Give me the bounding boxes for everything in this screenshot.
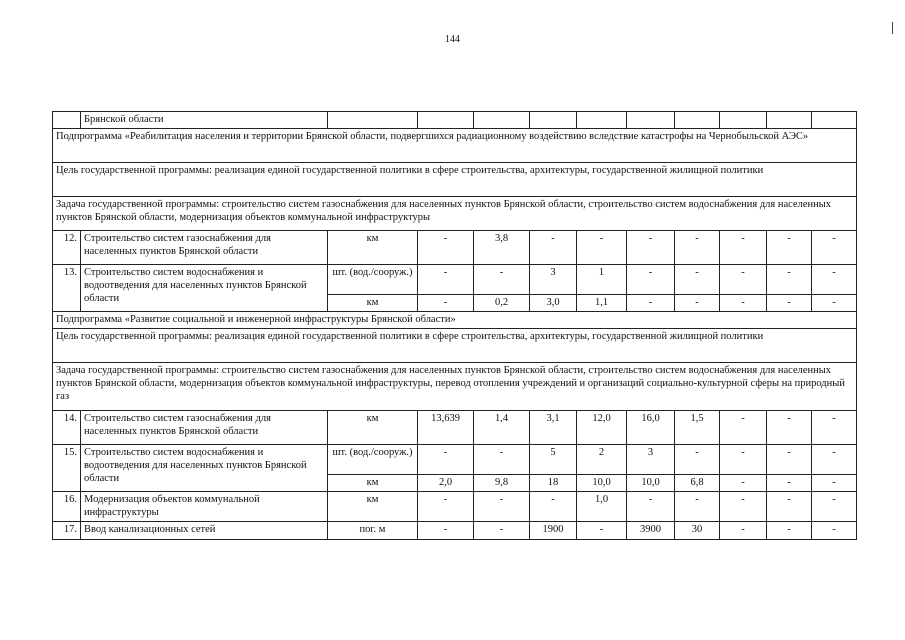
value-cell: -	[627, 231, 675, 265]
value-cell: -	[627, 492, 675, 522]
row-name: Строительство систем газоснабжения для населенных пунктов Брянской области	[81, 231, 328, 265]
row-unit: пог. м	[328, 522, 418, 540]
value-cell: -	[530, 231, 577, 265]
value-cell: 10,0	[627, 475, 675, 492]
task-text: Задача государственной программы: строительство систем газоснабжения для населенных пунктов Брянской области, строительство систем водоснабжения для населенных пунктов Брянской области, модернизация объектов коммунальной инфраструктуры	[53, 197, 857, 231]
value-cell: 16,0	[627, 411, 675, 445]
name-cell: Брянской области	[81, 112, 328, 129]
value-cell: -	[812, 265, 857, 295]
value-cell: -	[812, 231, 857, 265]
subprogram-row	[53, 129, 857, 163]
value-cell: 2	[577, 445, 627, 475]
value-cell: 3,0	[530, 295, 577, 312]
value-cell: -	[812, 295, 857, 312]
goal-text: Цель государственной программы: реализация единой государственной политики в сфере строительства, архитектуры, государственной жилищной политики	[53, 163, 857, 197]
row-name: Строительство систем водоснабжения и водоотведения для населенных пунктов Брянской области	[81, 265, 328, 312]
value-cell: -	[474, 265, 530, 295]
value-cell: 3,8	[474, 231, 530, 265]
table-row-12	[53, 231, 857, 265]
row-number: 14.	[53, 411, 81, 445]
value-cell: -	[767, 411, 812, 445]
value-cell: -	[720, 265, 767, 295]
value-cell: 1	[577, 265, 627, 295]
value-cell: -	[418, 445, 474, 475]
value-cell: -	[812, 445, 857, 475]
task-row	[53, 197, 857, 231]
value-cell: -	[675, 265, 720, 295]
value-cell: -	[530, 492, 577, 522]
row-unit: км	[328, 411, 418, 445]
row-unit: шт. (вод./сооруж.)	[328, 445, 418, 475]
row-name: Модернизация объектов коммунальной инфраструктуры	[81, 492, 328, 522]
value-cell: 1,4	[474, 411, 530, 445]
unit-cell	[328, 112, 418, 129]
value-cell: 3	[530, 265, 577, 295]
table-row-continuation	[53, 112, 857, 129]
row-name: Строительство систем водоснабжения и водоотведения для населенных пунктов Брянской области	[81, 445, 328, 492]
value-cell: 13,639	[418, 411, 474, 445]
value-cell: -	[474, 445, 530, 475]
subprogram-row	[53, 312, 857, 329]
indicators-table	[52, 111, 857, 540]
value-cell: 5	[530, 445, 577, 475]
value-cell: -	[418, 492, 474, 522]
value-cell: 3	[627, 445, 675, 475]
value-cell: -	[720, 411, 767, 445]
value-cell: -	[720, 475, 767, 492]
value-cell: -	[767, 475, 812, 492]
value-cell: -	[418, 231, 474, 265]
value-cell: -	[720, 295, 767, 312]
value-cell: 1,5	[675, 411, 720, 445]
value-cell: -	[418, 522, 474, 540]
table-row-15a	[53, 445, 857, 475]
value-cell: -	[675, 231, 720, 265]
value-cell: -	[812, 475, 857, 492]
value-cell: -	[720, 522, 767, 540]
value-cell: 6,8	[675, 475, 720, 492]
value-cell: -	[418, 295, 474, 312]
subprogram-title: Подпрограмма «Реабилитация населения и территории Брянской области, подвергшихся радиационному воздействию вследствие катастрофы на Чернобыльской АЭС»	[53, 129, 857, 163]
task-text: Задача государственной программы: строительство систем газоснабжения для населенных пунктов Брянской области, строительство систем водоснабжения для населенных пунктов Брянской области, модернизация объектов коммунальной инфраструктуры, перевод отопления учреждений и организаций социально-культурной сферы на природный газ	[53, 363, 857, 411]
value-cell: 18	[530, 475, 577, 492]
row-number: 12.	[53, 231, 81, 265]
row-unit: км	[328, 231, 418, 265]
value-cell: -	[767, 522, 812, 540]
table-row-16	[53, 492, 857, 522]
value-cell: -	[627, 295, 675, 312]
value-cell: -	[474, 492, 530, 522]
value-cell: -	[767, 231, 812, 265]
page-edge-mark	[892, 22, 893, 34]
value-cell: 10,0	[577, 475, 627, 492]
row-unit: шт. (вод./сооруж.)	[328, 265, 418, 295]
value-cell: -	[767, 492, 812, 522]
value-cell: -	[474, 522, 530, 540]
value-cell: -	[577, 231, 627, 265]
value-cell: -	[577, 522, 627, 540]
value-cell: -	[675, 492, 720, 522]
value-cell: -	[418, 265, 474, 295]
row-name: Строительство систем газоснабжения для населенных пунктов Брянской области	[81, 411, 328, 445]
row-number: 13.	[53, 265, 81, 312]
value-cell: -	[627, 265, 675, 295]
table-row-17	[53, 522, 857, 540]
page-number: 144	[445, 34, 460, 45]
row-number: 17.	[53, 522, 81, 540]
goal-row	[53, 329, 857, 363]
value-cell: 12,0	[577, 411, 627, 445]
row-number: 15.	[53, 445, 81, 492]
value-cell: -	[675, 295, 720, 312]
table-row-14	[53, 411, 857, 445]
value-cell: -	[812, 522, 857, 540]
value-cell: 3,1	[530, 411, 577, 445]
row-unit: км	[328, 492, 418, 522]
value-cell: -	[675, 445, 720, 475]
value-cell: -	[767, 265, 812, 295]
value-cell: 0,2	[474, 295, 530, 312]
value-cell: -	[720, 231, 767, 265]
value-cell: 3900	[627, 522, 675, 540]
subprogram-title: Подпрограмма «Развитие социальной и инженерной инфраструктуры Брянской области»	[53, 312, 857, 329]
value-cell: 9,8	[474, 475, 530, 492]
goal-text: Цель государственной программы: реализация единой государственной политики в сфере строительства, архитектуры, государственной жилищной политики	[53, 329, 857, 363]
value-cell: -	[767, 445, 812, 475]
value-cell: -	[812, 411, 857, 445]
value-cell: 1,0	[577, 492, 627, 522]
table-row-13a	[53, 265, 857, 295]
row-number: 16.	[53, 492, 81, 522]
goal-row	[53, 163, 857, 197]
row-name: Ввод канализационных сетей	[81, 522, 328, 540]
row-unit: км	[328, 295, 418, 312]
value-cell: -	[812, 492, 857, 522]
value-cell: -	[720, 492, 767, 522]
num-cell	[53, 112, 81, 129]
value-cell: 1,1	[577, 295, 627, 312]
row-unit: км	[328, 475, 418, 492]
value-cell: -	[720, 445, 767, 475]
value-cell: -	[767, 295, 812, 312]
value-cell: 1900	[530, 522, 577, 540]
value-cell: 2,0	[418, 475, 474, 492]
task-row	[53, 363, 857, 411]
value-cell: 30	[675, 522, 720, 540]
